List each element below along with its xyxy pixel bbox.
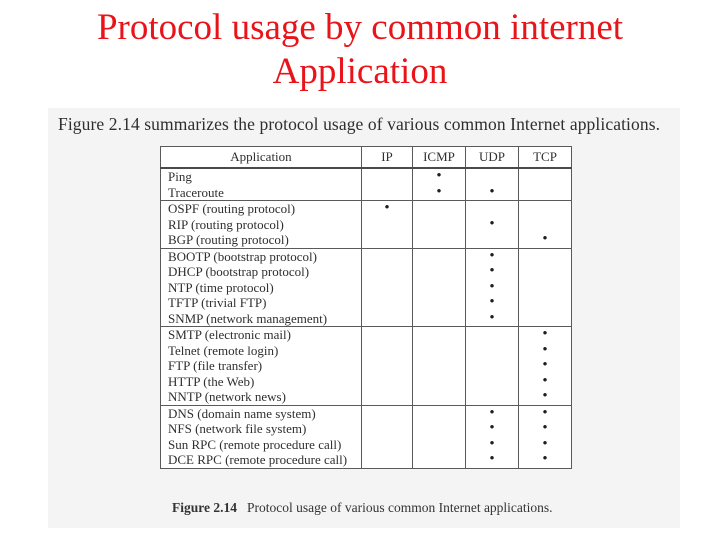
usage-empty	[362, 374, 412, 390]
usage-empty	[362, 311, 412, 327]
application-name: NTP (time protocol)	[168, 279, 274, 295]
usage-dot: •	[542, 404, 548, 421]
usage-empty	[466, 327, 518, 343]
usage-empty	[413, 295, 465, 311]
usage-empty	[413, 217, 465, 233]
table-row	[161, 327, 572, 406]
usage-empty	[519, 249, 571, 265]
usage-dot: •	[489, 215, 495, 232]
application-name: OSPF (routing protocol)	[168, 201, 296, 216]
application-name: Sun RPC (remote procedure call)	[168, 436, 342, 452]
application-name: Traceroute	[168, 184, 224, 200]
usage-empty	[466, 232, 518, 248]
application-name: DHCP (bootstrap protocol)	[168, 264, 310, 279]
application-name: DCE RPC (remote procedure call)	[168, 452, 348, 467]
application-name: BGP (routing protocol)	[168, 232, 289, 247]
usage-dot: •	[542, 357, 548, 373]
usage-cell-tcp	[519, 405, 572, 468]
application-name: HTTP (the Web)	[168, 373, 255, 389]
usage-dot: •	[489, 183, 495, 200]
usage-empty	[362, 280, 412, 296]
usage-cell-icmp	[413, 405, 466, 468]
application-name: NFS (network file system)	[168, 421, 307, 436]
table-row	[161, 248, 572, 327]
usage-empty	[413, 201, 465, 217]
usage-empty	[413, 311, 465, 327]
usage-empty	[519, 295, 571, 311]
protocol-usage-table	[160, 146, 572, 469]
usage-dot: •	[542, 372, 548, 389]
usage-cell-ip	[362, 201, 413, 249]
table-row	[161, 405, 572, 468]
usage-empty	[362, 437, 412, 453]
usage-dot: •	[489, 263, 495, 279]
usage-dot: •	[542, 231, 548, 247]
usage-cell-ip	[362, 168, 413, 201]
usage-empty	[413, 374, 465, 390]
usage-empty	[413, 249, 465, 265]
usage-empty	[362, 295, 412, 311]
application-name: NNTP (network news)	[168, 389, 286, 404]
application-name: SMTP (electronic mail)	[168, 327, 291, 342]
application-name: BOOTP (bootstrap protocol)	[168, 248, 317, 264]
usage-cell-udp	[466, 168, 519, 201]
usage-empty	[466, 374, 518, 390]
slide-title	[0, 6, 720, 94]
usage-empty	[466, 389, 518, 405]
application-cell	[161, 327, 362, 406]
application-name: RIP (routing protocol)	[168, 216, 284, 232]
application-cell	[161, 405, 362, 468]
usage-empty	[466, 343, 518, 359]
table-body	[161, 168, 572, 468]
usage-empty	[519, 201, 571, 217]
usage-empty	[519, 280, 571, 296]
application-name: SNMP (network management)	[168, 310, 328, 326]
header-tcp: TCP	[519, 147, 572, 169]
usage-empty	[519, 169, 571, 185]
application-cell	[161, 248, 362, 327]
usage-dot: •	[542, 388, 548, 404]
usage-cell-udp	[466, 201, 519, 249]
application-name: Telnet (remote login)	[168, 342, 279, 358]
usage-empty	[362, 169, 412, 185]
figure-caption	[172, 500, 553, 516]
usage-empty	[413, 343, 465, 359]
table-header-row	[161, 147, 572, 169]
usage-empty	[362, 358, 412, 374]
usage-cell-ip	[362, 327, 413, 406]
usage-empty	[362, 217, 412, 233]
application-name: Ping	[168, 169, 192, 184]
usage-dot: •	[489, 294, 495, 310]
usage-empty	[413, 232, 465, 248]
usage-dot: •	[542, 420, 548, 436]
caption-label: Figure 2.14	[172, 500, 237, 515]
usage-dot: •	[489, 420, 495, 436]
usage-empty	[413, 406, 465, 422]
usage-dot: •	[436, 183, 442, 200]
usage-dot: •	[542, 451, 548, 467]
usage-empty	[466, 169, 518, 185]
usage-empty	[519, 311, 571, 327]
usage-cell-udp	[466, 405, 519, 468]
usage-cell-udp	[466, 248, 519, 327]
header-udp: UDP	[466, 147, 519, 169]
usage-cell-icmp	[413, 248, 466, 327]
usage-dot: •	[542, 341, 548, 358]
usage-empty	[466, 358, 518, 374]
usage-empty	[413, 327, 465, 343]
usage-dot: •	[384, 200, 390, 216]
figure-intro-text: Figure 2.14 summarizes the protocol usage of various common Internet applications.	[58, 114, 661, 134]
header-icmp: ICMP	[413, 147, 466, 169]
usage-cell-tcp	[519, 248, 572, 327]
usage-cell-ip	[362, 248, 413, 327]
usage-cell-udp	[466, 327, 519, 406]
application-name: TFTP (trivial FTP)	[168, 295, 267, 310]
usage-dot: •	[489, 278, 495, 295]
usage-empty	[413, 452, 465, 468]
table-row	[161, 201, 572, 249]
usage-empty	[519, 185, 571, 201]
usage-dot: •	[542, 435, 548, 452]
usage-empty	[519, 264, 571, 280]
scanned-figure	[48, 108, 680, 528]
usage-empty	[413, 437, 465, 453]
usage-cell-icmp	[413, 201, 466, 249]
usage-empty	[413, 264, 465, 280]
usage-empty	[362, 249, 412, 265]
usage-empty	[362, 421, 412, 437]
usage-dot: •	[436, 168, 442, 184]
slide-title-line-2: Application	[272, 51, 448, 92]
usage-dot: •	[542, 326, 548, 342]
usage-cell-tcp	[519, 327, 572, 406]
usage-empty	[362, 232, 412, 248]
header-ip: IP	[362, 147, 413, 169]
usage-dot: •	[489, 404, 495, 421]
slide-title-line-1: Protocol usage by common internet	[96, 7, 624, 48]
application-cell	[161, 168, 362, 201]
usage-empty	[519, 217, 571, 233]
caption-text: Protocol usage of various common Internet applications.	[247, 500, 553, 515]
usage-dot: •	[489, 435, 495, 452]
usage-empty	[466, 201, 518, 217]
application-name: DNS (domain name system)	[168, 405, 316, 421]
usage-empty	[413, 358, 465, 374]
usage-empty	[362, 452, 412, 468]
usage-empty	[362, 343, 412, 359]
application-cell	[161, 201, 362, 249]
usage-dot: •	[489, 309, 495, 326]
header-application: Application	[161, 147, 362, 169]
application-name: FTP (file transfer)	[168, 358, 263, 373]
usage-cell-icmp	[413, 327, 466, 406]
usage-empty	[362, 185, 412, 201]
usage-empty	[362, 264, 412, 280]
usage-empty	[362, 327, 412, 343]
usage-empty	[413, 280, 465, 296]
usage-cell-tcp	[519, 201, 572, 249]
usage-cell-icmp	[413, 168, 466, 201]
usage-empty	[362, 406, 412, 422]
usage-cell-tcp	[519, 168, 572, 201]
usage-empty	[362, 389, 412, 405]
usage-empty	[413, 389, 465, 405]
table-row	[161, 168, 572, 201]
usage-cell-ip	[362, 405, 413, 468]
usage-dot: •	[489, 247, 495, 264]
usage-dot: •	[489, 451, 495, 467]
usage-empty	[413, 421, 465, 437]
